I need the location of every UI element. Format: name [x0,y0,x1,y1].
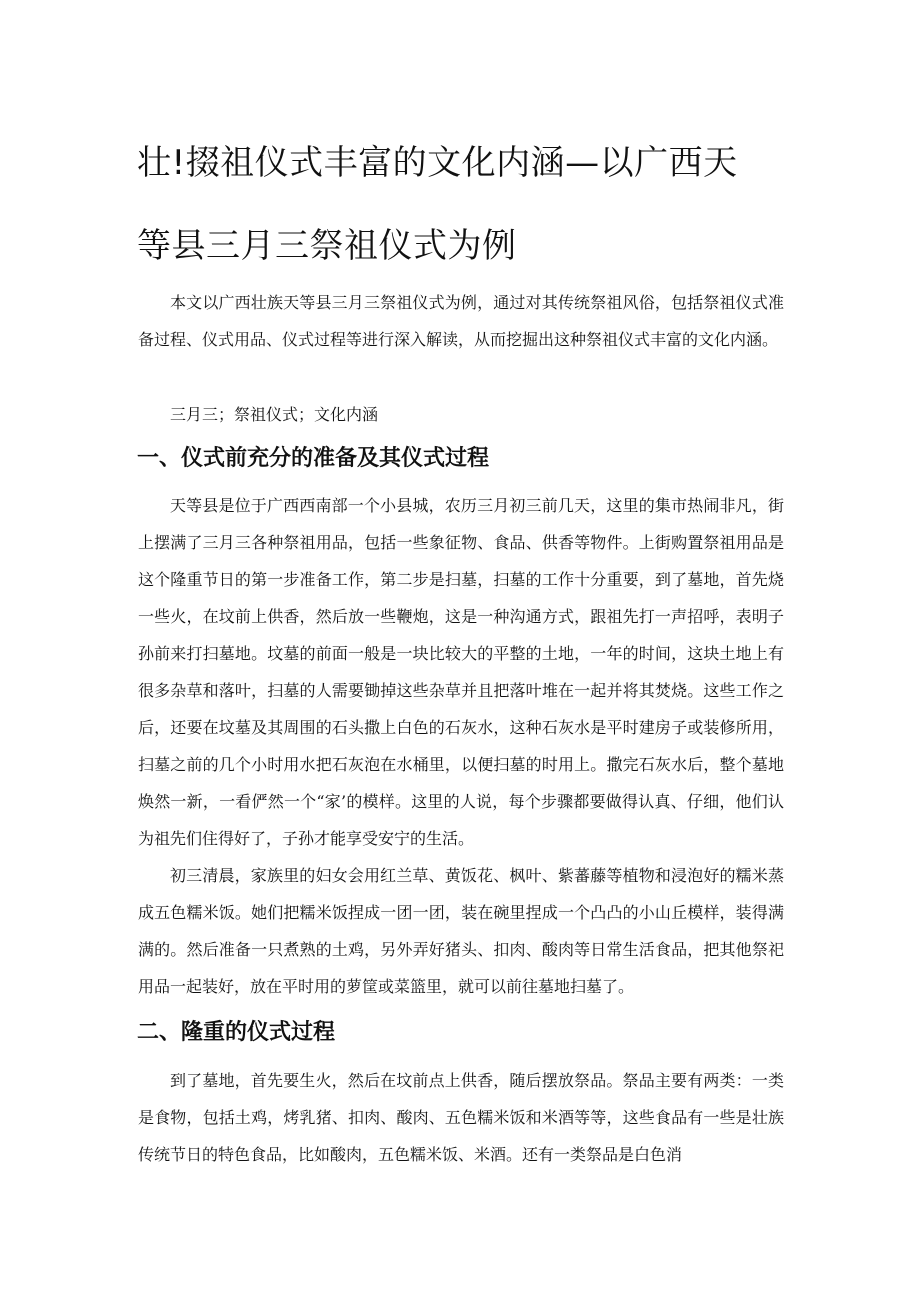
abstract-paragraph: 本文以广西壮族天等县三月三祭祖仪式为例，通过对其传统祭祖风俗，包括祭祖仪式准备过程、仪式用品、仪式过程等进行深入解读，从而挖掘出这种祭祖仪式丰富的文化内涵。 [138,293,784,349]
section-heading-1: 一、仪式前充分的准备及其仪式过程 [137,446,490,471]
section-1-paragraph-1: 天等县是位于广西西南部一个小县城，农历三月初三前几天，这里的集市热闹非凡，街上摆满了三月三各种祭祖用品，包括一些象征物、食品、供香等物件。上街购置祭祖用品是这个隆重节日的第一步准备工作，第二步是扫墓，扫墓的工作十分重要，到了墓地，首先烧一些火，在坟前上供香，然后放一些鞭炮，这是一种沟通方式，跟祖先打一声招呼，表明子孙前来打扫墓地。坟墓的前面一般是一块比较大的平整的土地，一年的时间，这块土地上有很多杂草和落叶，扫墓的人需要锄掉这些杂草并且把落叶堆在一起并将其焚烧。这些工作之后，还要在坟墓及其周围的石头撒上白色的石灰水，这种石灰水是平时建房子或装修所用，扫墓之前的几个小时用水把石灰泡在水桶里，以便扫墓的时用上。撒完石灰水后，整个墓地焕然一新，一看俨然一个“家’的模样。这里的人说，每个步骤都要做得认真、仔细，他们认为祖先们住得好了，子孙才能享受安宁的生活。 [138,496,784,848]
section-1-paragraph-2: 初三清晨，家族里的妇女会用红兰草、黄饭花、枫叶、紫蕃藤等植物和浸泡好的糯米蒸成五色糯米饭。她们把糯米饭捏成一团一团，装在碗里捏成一个凸凸的小山丘模样，装得满满的。然后准备一只煮熟的土鸡，另外弄好猪头、扣肉、酸肉等日常生活食品，把其他祭祀用品一起装好，放在平时用的萝筐或菜篮里，就可以前往墓地扫墓了。 [138,866,784,996]
document-title-line-1: 壮!掇祖仪式丰富的文化内涵—以广西天 [137,143,738,183]
keywords-line: 三月三；祭祖仪式；文化内涵 [170,405,379,424]
section-heading-2: 二、隆重的仪式过程 [137,1020,336,1045]
section-2-paragraph-1: 到了墓地，首先要生火，然后在坟前点上供香，随后摆放祭品。祭品主要有两类：一类是食物，包括土鸡，烤乳猪、扣肉、酸肉、五色糯米饭和米酒等等，这些食品有一些是壮族传统节日的特色食品，比如酸肉，五色糯米饭、米酒。还有一类祭品是白色消 [138,1071,784,1164]
document-title-line-2: 等县三月三祭祖仪式为例 [137,226,517,266]
